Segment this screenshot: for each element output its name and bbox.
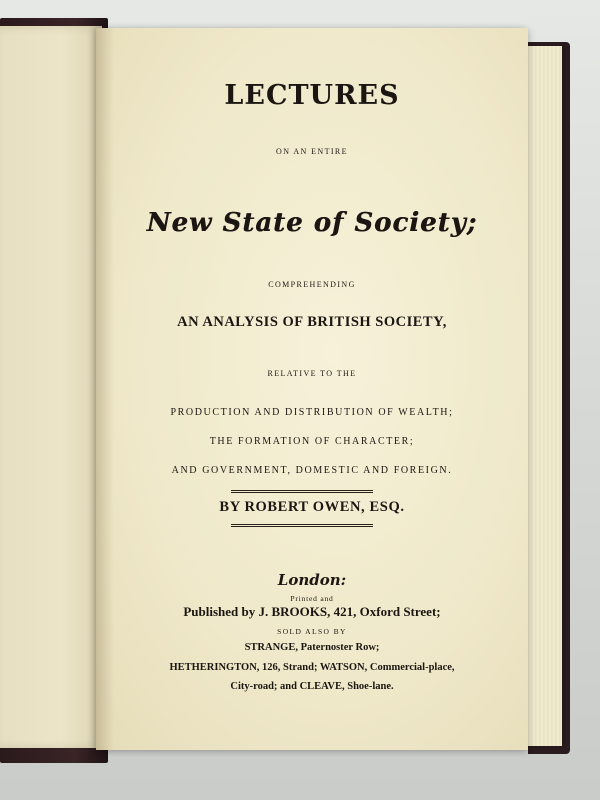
relative-line: RELATIVE TO THE — [267, 369, 357, 378]
book-title: LECTURES — [224, 80, 400, 111]
subtitle-connector: ON AN ENTIRE — [276, 147, 348, 156]
left-page-edge — [0, 26, 102, 748]
analysis-line: AN ANALYSIS OF BRITISH SOCIETY, — [177, 314, 447, 330]
book-subject: New State of Society; — [146, 208, 478, 238]
title-page — [96, 28, 528, 750]
author-line: BY ROBERT OWEN, ESQ. — [219, 499, 405, 515]
divider-rule-bottom — [231, 524, 373, 527]
imprint-city: London: — [277, 571, 347, 589]
divider-rule-top — [231, 490, 373, 493]
page-stack-edge — [522, 46, 562, 746]
topic-line: THE FORMATION OF CHARACTER; — [209, 436, 415, 447]
comprehending-line: COMPREHENDING — [268, 280, 356, 289]
imprint-sold-also: SOLD ALSO BY — [277, 627, 347, 636]
imprint-printed: Printed and — [290, 594, 334, 603]
imprint-seller: STRANGE, Paternoster Row; — [244, 642, 380, 653]
imprint-seller: City-road; and CLEAVE, Shoe-lane. — [230, 681, 394, 692]
topic-line: AND GOVERNMENT, DOMESTIC AND FOREIGN. — [171, 465, 453, 476]
imprint-publisher: Published by J. BROOKS, 421, Oxford Street; — [183, 604, 441, 619]
topic-line: PRODUCTION AND DISTRIBUTION OF WEALTH; — [170, 407, 454, 418]
imprint-seller: HETHERINGTON, 126, Strand; WATSON, Commercial-place, — [169, 662, 455, 673]
